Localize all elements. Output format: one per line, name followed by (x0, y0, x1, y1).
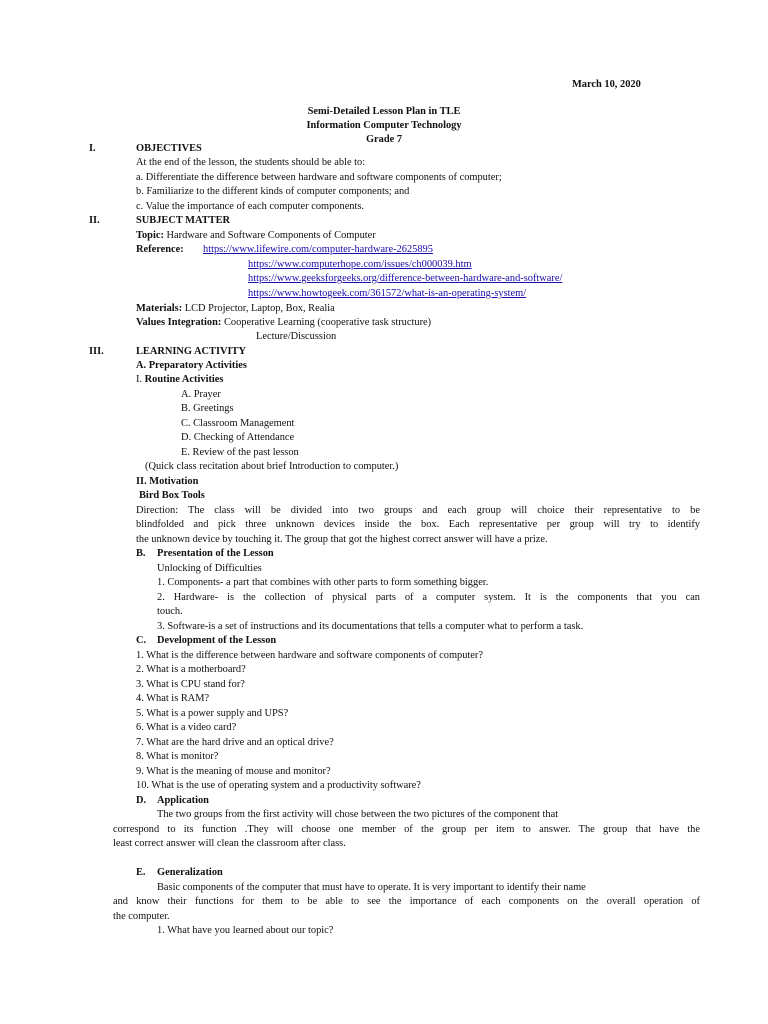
generalization-text: the computer. (113, 911, 170, 922)
document-date: March 10, 2020 (572, 79, 641, 90)
subheading-letter: D. (136, 795, 147, 806)
section-number: I. (89, 143, 96, 154)
definition-item: 1. Components- a part that combines with other parts to form something bigger. (157, 577, 489, 588)
application-text: correspond to its function .They will choose one member of the group per item to answer. The group that have the (113, 824, 700, 835)
topic-value: Hardware and Software Components of Computer (166, 230, 376, 241)
question-item: 8. What is monitor? (136, 751, 219, 762)
subheading-letter: C. (136, 635, 147, 646)
subheading-letter: B. (136, 548, 146, 559)
method-line: Lecture/Discussion (256, 331, 337, 342)
recitation-note: (Quick class recitation about brief Introduction to computer.) (145, 461, 399, 472)
routine-heading (136, 373, 223, 387)
routine-item: A. Prayer (181, 389, 221, 400)
question-item: 6. What is a video card? (136, 722, 237, 733)
subheading-preparatory: A. Preparatory Activities (136, 360, 247, 371)
definition-item: 2. Hardware- is the collection of physical parts of a computer system. It is the components that you can (157, 592, 700, 603)
subheading-application: Application (157, 795, 209, 806)
definition-item: 3. Software-is a set of instructions and its documentations that tells a computer what to perform a task. (157, 621, 584, 632)
objective-item: a. Differentiate the difference between hardware and software components of computer; (136, 172, 502, 183)
bird-box-heading: Bird Box Tools (139, 490, 205, 501)
topic-line (136, 229, 376, 243)
question-item: 5. What is a power supply and UPS? (136, 708, 289, 719)
application-text: least correct answer will clean the classroom after class. (113, 838, 346, 849)
objectives-intro: At the end of the lesson, the students should be able to: (136, 157, 366, 168)
section-number: III. (89, 346, 104, 357)
subheading-letter: E. (136, 867, 146, 878)
question-item: 2. What is a motherboard? (136, 664, 246, 675)
values-line (136, 316, 431, 330)
reference-link[interactable]: https://www.lifewire.com/computer-hardware-2625895 (203, 244, 433, 255)
values-value: Cooperative Learning (cooperative task structure) (223, 317, 432, 328)
direction-text: blindfolded and pick three unknown devices inside the box. Each representative per group will try to identify (136, 519, 700, 530)
document-subject: Information Computer Technology (306, 120, 462, 131)
generalization-text: Basic components of the computer that must have to operate. It is very important to identify their name (157, 882, 586, 893)
section-number: II. (89, 215, 100, 226)
values-label: Values Integration: (136, 317, 222, 328)
reference-link[interactable]: https://www.computerhope.com/issues/ch000039.htm (248, 259, 472, 270)
reference-link[interactable]: https://www.howtogeek.com/361572/what-is-an-operating-system/ (248, 288, 527, 299)
direction-text: the unknown device by touching it. The group that got the highest correct answer will have a prize. (136, 534, 548, 545)
question-item: 4. What is RAM? (136, 693, 210, 704)
subheading-generalization: Generalization (157, 867, 223, 878)
routine-title: Routine Activities (144, 374, 224, 385)
question-item: 3. What is CPU stand for? (136, 679, 245, 690)
materials-value: LCD Projector, Laptop, Box, Realia (184, 303, 335, 314)
materials-line (136, 302, 335, 316)
subheading-development: Development of the Lesson (157, 635, 277, 646)
document-grade: Grade 7 (365, 134, 403, 145)
generalization-question: 1. What have you learned about our topic? (157, 925, 334, 936)
routine-number: I. (136, 374, 143, 385)
section-heading-objectives: OBJECTIVES (136, 143, 202, 154)
section-heading-subject-matter: SUBJECT MATTER (136, 215, 231, 226)
generalization-text: and know their functions for them to be able to see the importance of each components on the overall operation of (113, 896, 700, 907)
section-heading-learning-activity: LEARNING ACTIVITY (136, 346, 246, 357)
question-item: 10. What is the use of operating system and a productivity software? (136, 780, 421, 791)
question-item: 1. What is the difference between hardware and software components of computer? (136, 650, 483, 661)
document-title: Semi-Detailed Lesson Plan in TLE (307, 106, 461, 117)
application-text: The two groups from the first activity will chose between the two pictures of the component that (157, 809, 559, 820)
objective-item: c. Value the importance of each computer components. (136, 201, 365, 212)
question-item: 9. What is the meaning of mouse and monitor? (136, 766, 331, 777)
reference-link[interactable]: https://www.geeksforgeeks.org/difference-between-hardware-and-software/ (248, 273, 563, 284)
routine-item: E. Review of the past lesson (181, 447, 299, 458)
routine-item: C. Classroom Management (181, 418, 295, 429)
motivation-heading: II. Motivation (136, 476, 199, 487)
routine-item: D. Checking of Attendance (181, 432, 295, 443)
direction-text: Direction: The class will be divided into two groups and each group will choice their representative to be (136, 505, 700, 516)
definition-item: touch. (157, 606, 183, 617)
objective-item: b. Familiarize to the different kinds of computer components; and (136, 186, 410, 197)
reference-label: Reference: (136, 244, 184, 255)
routine-item: B. Greetings (181, 403, 234, 414)
topic-label: Topic: (136, 230, 164, 241)
subheading-presentation: Presentation of the Lesson (157, 548, 274, 559)
materials-label: Materials: (136, 303, 183, 314)
question-item: 7. What are the hard drive and an optical drive? (136, 737, 334, 748)
unlocking-heading: Unlocking of Difficulties (157, 563, 262, 574)
